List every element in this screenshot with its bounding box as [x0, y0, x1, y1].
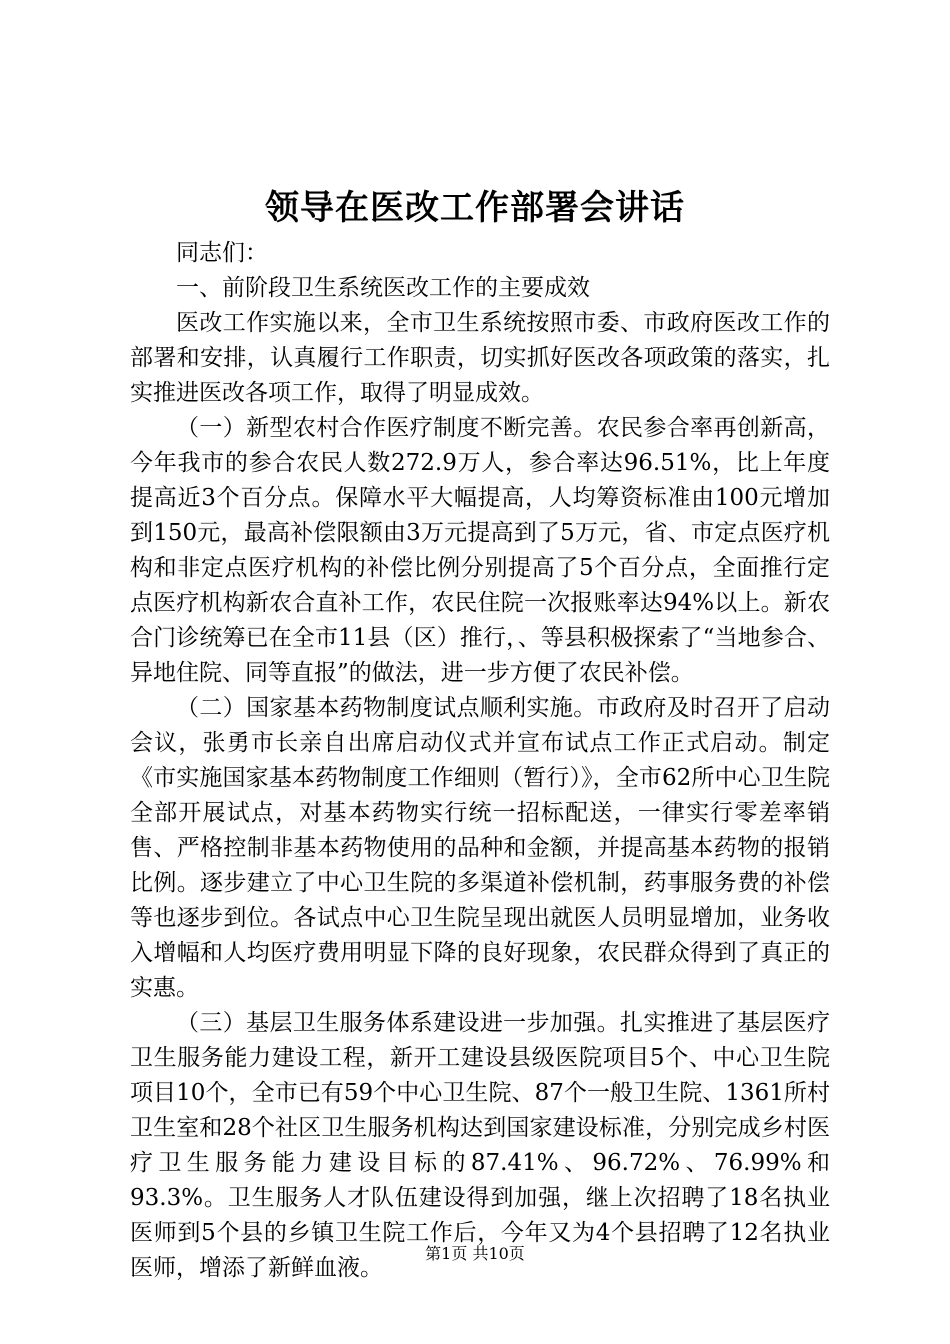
page-footer: 第1页 共10页	[425, 1244, 525, 1263]
section-heading: 一、前阶段卫生系统医改工作的主要成效	[176, 275, 590, 301]
paragraph-intro: 医改工作实施以来，全市卫生系统按照市委、市政府医改工作的部署和安排，认真履行工作职责，切实抓好医改各项政策的落实，扎实推进医改各项工作，取得了明显成效。	[130, 310, 830, 406]
document-body	[130, 236, 830, 1286]
salutation: 同志们：	[176, 240, 268, 266]
paragraph-essential-drugs: （二）国家基本药物制度试点顺利实施。市政府及时召开了启动会议，张勇市长亲自出席启动仪式并宣布试点工作正式启动。制定《市实施国家基本药物制度工作细则（暂行）》，全市62所中心卫生院全部开展试点，对基本药物实行统一招标配送，一律实行零差率销售、严格控制非基本药物使用的品种和金额，并提高基本药物的报销比例。逐步建立了中心卫生院的多渠道补偿机制，药事服务费的补偿等也逐步到位。各试点中心卫生院呈现出就医人员明显增加，业务收入增幅和人均医疗费用明显下降的良好现象，农民群众得到了真正的实惠。	[130, 695, 830, 1001]
paragraph-rural-cooperative-medical: （一）新型农村合作医疗制度不断完善。农民参合率再创新高，今年我市的参合农民人数272.9万人，参合率达96.51%，比上年度提高近3个百分点。保障水平大幅提高，人均筹资标准由100元增加到150元，最高补偿限额由3万元提高到了5万元，省、市定点医疗机构和非定点医疗机构的补偿比例分别提高了5个百分点，全面推行定点医疗机构新农合直补工作，农民住院一次报账率达94%以上。新农合门诊统筹已在全市11县（区）推行，、等县积极探索了“当地参合、异地住院、同等直报”的做法，进一步方便了农民补偿。	[130, 415, 830, 686]
paragraph-grassroots-health-service: （三）基层卫生服务体系建设进一步加强。扎实推进了基层医疗卫生服务能力建设工程，新开工建设县级医院项目5个、中心卫生院项目10个，全市已有59个中心卫生院、87个一般卫生院、1361所村卫生室和28个社区卫生服务机构达到国家建设标准，分别完成乡村医疗卫生服务能力建设目标的87.41%、96.72%、76.99%和93.3%。卫生服务人才队伍建设得到加强，继上次招聘了18名执业医师到5个县的乡镇卫生院工作后，今年又为4个县招聘了12名执业医师，增添了新鲜血液。	[130, 1010, 830, 1281]
document-title: 领导在医改工作部署会讲话	[265, 188, 685, 228]
